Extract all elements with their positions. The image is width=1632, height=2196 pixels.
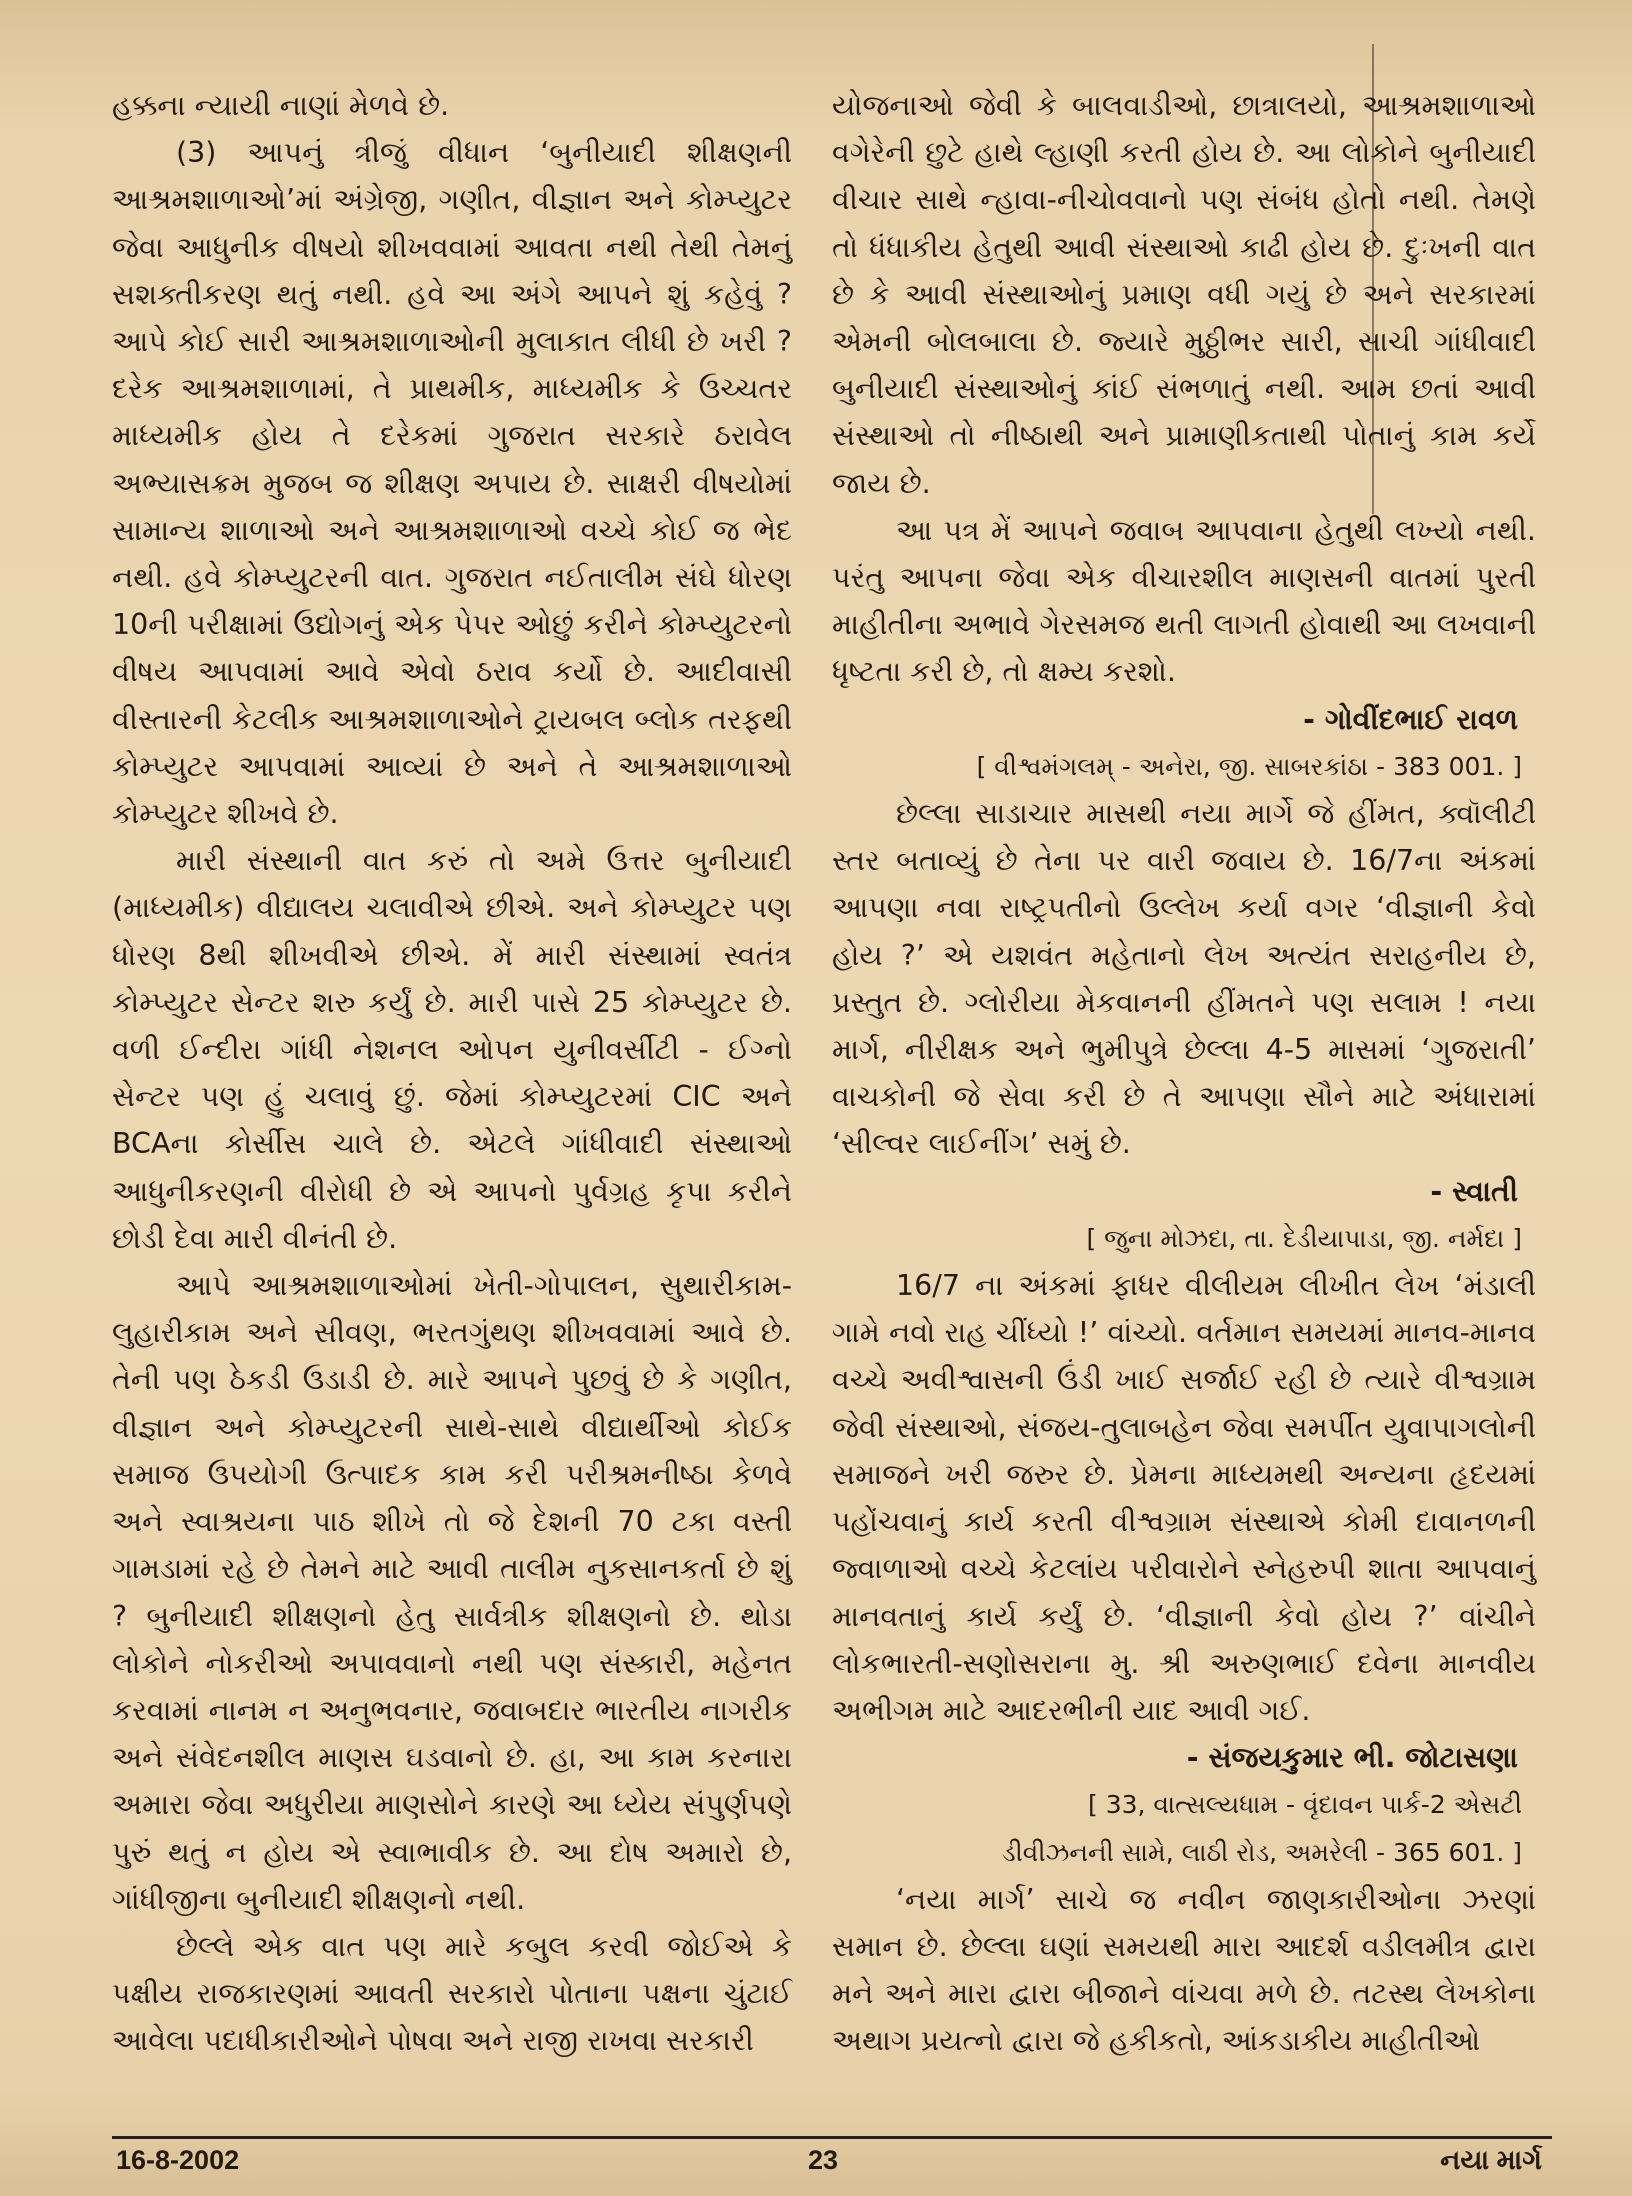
- paragraph: (3) આપનું ત્રીજું વીધાન ‘બુનીયાદી શીક્ષણની આશ્રમશાળાઓ’માં અંગ્રેજી, ગણીત, વીજ્ઞાન અને કોમ્પ્યુટર જેવા આધુનીક વીષયો શીખવવામાં આવતા નથી તેથી તેમનું સશક્તીકરણ થતું નથી. હવે આ અંગે આપને શું કહેવું ? આપે કોઈ સારી આશ્રમશાળાઓની મુલાકાત લીધી છે ખરી ? દરેક આશ્રમશાળામાં, તે પ્રાથમીક, માધ્યમીક કે ઉચ્ચતર માધ્યમીક હોય તે દરેકમાં ગુજરાત સરકારે ઠરાવેલ અભ્યાસક્રમ મુજબ જ શીક્ષણ અપાય છે. સાક્ષરી વીષયોમાં સામાન્ય શાળાઓ અને આશ્રમશાળાઓ વચ્ચે કોઈ જ ભેદ નથી. હવે કોમ્પ્યુટરની વાત. ગુજરાત નઈતાલીમ સંઘે ધોરણ 10ની પરીક્ષામાં ઉદ્યોગનું એક પેપર ઓછું કરીને કોમ્પ્યુટરનો વીષય આપવામાં આવે એવો ઠરાવ કર્યો છે. આદીવાસી વીસ્તારની કેટલીક આશ્રમશાળાઓને ટ્રાયબલ બ્લોક તરફથી કોમ્પ્યુટર આપવામાં આવ્યાં છે અને તે આશ્રમશાળાઓ કોમ્પ્યુટર શીખવે છે.: [112, 136, 792, 831]
- paragraph: હક્કના ન્યાયી નાણાં મેળવે છે.: [112, 89, 450, 122]
- paragraph: આપે આશ્રમશાળાઓમાં ખેતી-ગોપાલન, સુથારીકામ-લુહારીકામ અને સીવણ, ભરતગુંથણ શીખવવામાં આવે છે. તેની પણ ઠેકડી ઉડાડી છે. મારે આપને પુછવું છે કે ગણીત, વીજ્ઞાન અને કોમ્પ્યુટરની સાથે-સાથે વીદ્યાર્થીઓ કોઈક સમાજ ઉપયોગી ઉત્પાદક કામ કરી પરીશ્રમનીષ્ઠા કેળવે અને સ્વાશ્રયના પાઠ શીખે તો જે દેશની 70 ટકા વસ્તી ગામડામાં રહે છે તેમને માટે આવી તાલીમ નુકસાનકર્તા છે શું ? બુનીયાદી શીક્ષણનો હેતુ સાર્વત્રીક શીક્ષણનો છે. થોડા લોકોને નોકરીઓ અપાવવાનો નથી પણ સંસ્કારી, મહેનત કરવામાં નાનમ ન અનુભવનાર, જવાબદાર ભારતીય નાગરીક અને સંવેદનશીલ માણસ ઘડવાનો છે. હા, આ કામ કરનારા અમારા જેવા અધુરીયા માણસોને કારણે આ ધ્યેય સંપુર્ણપણે પુરું થતું ન હોય એ સ્વાભાવીક છે. આ દોષ અમારો છે, ગાંધીજીના બુનીયાદી શીક્ષણનો નથી.: [112, 1269, 792, 1916]
- letter-address: [ જુના મોઝદા, તા. દેડીયાપાડા, જી. નર્મદા ]: [1086, 1223, 1522, 1253]
- paragraph: છેલ્લે એક વાત પણ મારે કબુલ કરવી જોઈએ કે પક્ષીય રાજકારણમાં આવતી સરકારો પોતાના પક્ષના ચુંટાઈ આવેલા પદાધીકારીઓને પોષવા અને રાજી રાખવા સરકારી: [112, 1929, 792, 2058]
- page-footer: [112, 2136, 1552, 2179]
- letter-address: ડીવીઝનની સામે, લાઠી રોડ, અમરેલી - 365 601. ]: [1001, 1837, 1522, 1867]
- letter-signature: - ગોવીંદભાઈ રાવળ: [1303, 702, 1518, 736]
- letter-signature: - સ્વાતી: [1430, 1174, 1518, 1208]
- paragraph: 16/7 ના અંકમાં ફાધર વીલીયમ લીખીત લેખ ‘મંડાલી ગામે નવો રાહ ચીંધ્યો !’ વાંચ્યો. વર્તમાન સમયમાં માનવ-માનવ વચ્ચે અવીશ્વાસની ઉંડી ખાઈ સર્જાઈ રહી છે ત્યારે વીશ્વગ્રામ જેવી સંસ્થાઓ, સંજય-તુલાબહેન જેવા સમર્પીત યુવાપાગલોની સમાજને ખરી જરુર છે. પ્રેમના માધ્યમથી અન્યના હૃદયમાં પહોંચવાનું કાર્ય કરતી વીશ્વગ્રામ સંસ્થાએ કોમી દાવાનળની જ્વાળાઓ વચ્ચે કેટલાંય પરીવારોને સ્નેહરુપી શાતા આપવાનું માનવતાનું કાર્ય કર્યું છે. ‘વીજ્ઞાની કેવો હોય ?’ વાંચીને લોકભારતી-સણોસરાના મુ. શ્રી અરુણભાઈ દવેના માનવીય અભીગમ માટે આદરભીની યાદ આવી ગઈ.: [832, 1269, 1536, 1727]
- paragraph: યોજનાઓ જેવી કે બાલવાડીઓ, છાત્રાલયો, આશ્રમશાળાઓ વગેરેની છુટે હાથે લ્હાણી કરતી હોય છે. આ લોકોને બુનીયાદી વીચાર સાથે ન્હાવા-નીચોવવાનો પણ સંબંધ હોતો નથી. તેમણે તો ધંધાકીય હેતુથી આવી સંસ્થાઓ કાઢી હોય છે. દુઃખની વાત છે કે આવી સંસ્થાઓનું પ્રમાણ વધી ગયું છે અને સરકારમાં એમની બોલબાલા છે. જ્યારે મુઠ્ઠીભર સારી, સાચી ગાંધીવાદી બુનીયાદી સંસ્થાઓનું કાંઈ સંભળાતું નથી. આમ છતાં આવી સંસ્થાઓ તો નીષ્ઠાથી અને પ્રામાણીકતાથી પોતાનું કામ કર્યે જાય છે.: [832, 89, 1536, 500]
- letter-address: [ 33, વાત્સલ્યધામ - વૃંદાવન પાર્ક-2 એસટી: [1088, 1790, 1522, 1820]
- magazine-name: નયા માર્ગ: [1440, 2145, 1542, 2175]
- letter-address: [ વીશ્વમંગલમ્ - અનેરા, જી. સાબરકાંઠા - 383 001. ]: [976, 751, 1522, 781]
- paragraph: આ પત્ર મેં આપને જવાબ આપવાના હેતુથી લખ્યો નથી. પરંતુ આપના જેવા એક વીચારશીલ માણસની વાતમાં પુરતી માહીતીના અભાવે ગેરસમજ થતી લાગતી હોવાથી આ લખવાની ધૃષ્ટતા કરી છે, તો ક્ષમ્ય કરશો.: [832, 513, 1536, 689]
- paragraph: ‘નયા માર્ગ’ સાચે જ નવીન જાણકારીઓના ઝરણાં સમાન છે. છેલ્લા ઘણાં સમયથી મારા આદર્શ વડીલમીત્ર દ્વારા મને અને મારા દ્વારા બીજાને વાંચવા મળે છે. તટસ્થ લેખકોના અથાગ પ્રયત્નો દ્વારા જે હકીકતો, આંકડાકીય માહીતીઓ: [832, 1882, 1536, 2058]
- left-column: [112, 82, 792, 2065]
- right-column: [832, 82, 1536, 2065]
- paragraph: છેલ્લા સાડાચાર માસથી નયા માર્ગે જે હીંમત, ક્વૉલીટી સ્તર બતાવ્યું છે તેના પર વારી જવાય છે. 16/7ના અંકમાં આપણા નવા રાષ્ટ્રપતીનો ઉલ્લેખ કર્યા વગર ‘વીજ્ઞાની કેવો હોય ?’ એ યશવંત મહેતાનો લેખ અત્યંત સરાહનીય છે, પ્રસ્તુત છે. ગ્લોરીયા મેકવાનની હીંમતને પણ સલામ ! નયા માર્ગ, નીરીક્ષક અને ભુમીપુત્રે છેલ્લા 4-5 માસમાં ‘ગુજરાતી’ વાચકોની જે સેવા કરી છે તે આપણા સૌને માટે અંધારામાં ‘સીલ્વર લાઈનીંગ’ સમું છે.: [832, 797, 1536, 1161]
- issue-date: 16-8-2002: [116, 2145, 240, 2175]
- letter-signature: - સંજયકુમાર ભી. જોટાસણા: [1186, 1741, 1518, 1775]
- paragraph: મારી સંસ્થાની વાત કરું તો અમે ઉત્તર બુનીયાદી (માધ્યમીક) વીદ્યાલય ચલાવીએ છીએ. અને કોમ્પ્યુટર પણ ધોરણ 8થી શીખવીએ છીએ. મેં મારી સંસ્થામાં સ્વતંત્ર કોમ્પ્યુટર સેન્ટર શરુ કર્યું છે. મારી પાસે 25 કોમ્પ્યુટર છે. વળી ઈન્દીરા ગાંધી નેશનલ ઓપન યુનીવર્સીટી - ઈગ્નો સેન્ટર પણ હું ચલાવું છું. જેમાં કોમ્પ્યુટરમાં CIC અને BCAના કોર્સીસ ચાલે છે. એટલે ગાંધીવાદી સંસ્થાઓ આધુનીકરણની વીરોધી છે એ આપનો પુર્વગ્રહ કૃપા કરીને છોડી દેવા મારી વીનંતી છે.: [112, 844, 792, 1255]
- page-number: 23: [808, 2145, 839, 2175]
